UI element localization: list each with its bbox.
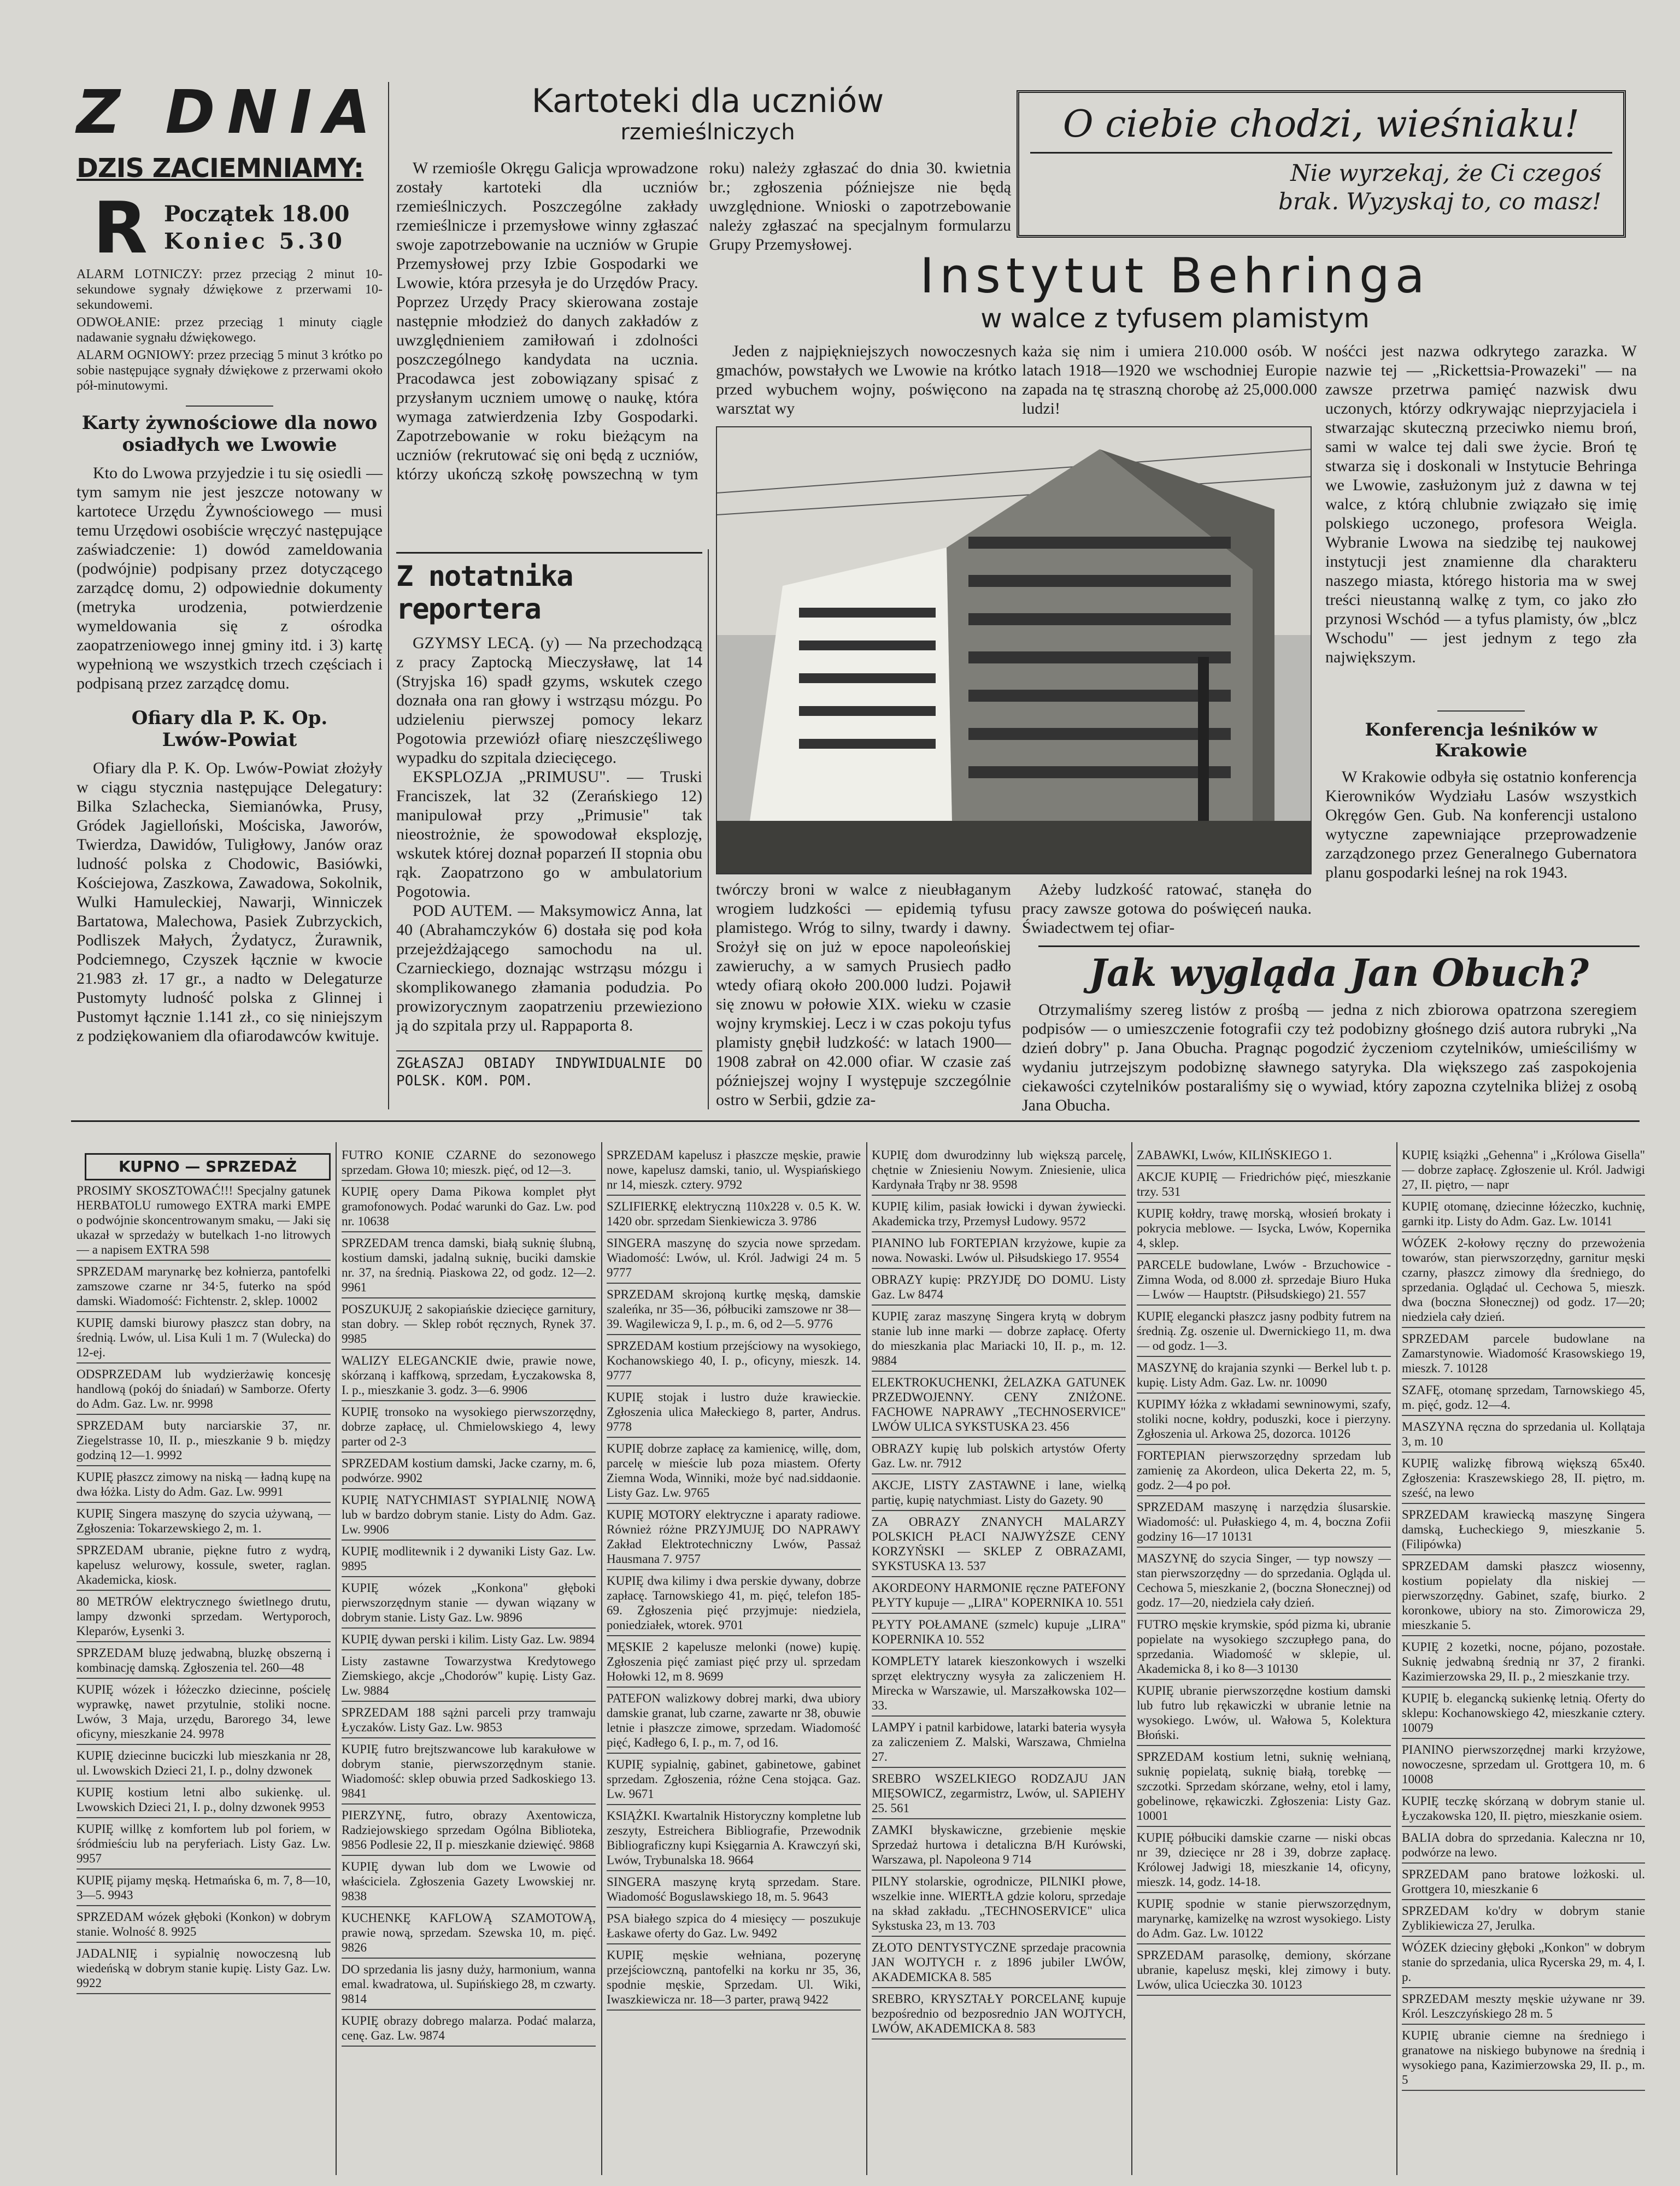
behring-title: Instytut Behringa [920, 248, 1430, 304]
ad-item: KUPIĘ pijamy męską. Hetmańska 6, m. 7, 8—10, 3—5. 9943 [77, 1873, 331, 1906]
ad-item: KUPIĘ dziecinne buciczki lub mieszkania nr 28, ul. Lwowskich Dzieci 21, I. p., dolny dzwonek [77, 1748, 331, 1782]
ad-item: OBRAZY kupię: PRZYJDĘ DO DOMU. Listy Gaz. Lw 8474 [872, 1272, 1126, 1306]
ad-item: KUPIĘ kostium letni albo sukienkę. ul. Lwowskich Dzieci 21, I. p., dolny dzwonek 9953 [77, 1785, 331, 1818]
ad-item: KUPIĘ tronsoko na wysokiego pierwszorzędny, dobrze zapłacę, ul. Chmielowskiego 4, lewy parter od 2-3 [342, 1405, 596, 1453]
ofiary-text: Ofiary dla P. K. Op. Lwów-Powiat złożyły w ciągu stycznia następujące Delegatury: Bilka Szlachecka, Siemianówka, Prusy, Gródek Jagielloński, Mościska, Jaworów, Twierdza, Dawidów, Tuligłowy, Janów oraz ludność polska z Chodowic, Basiówki, Kościejowa, Zaszkowa, Zawadowa, Sokolnik, Wulki Hamuleckiej, Nawarji, Winniczek Bartatowa, Malechowa, Pasiek Zubrzyckich, Podliszek Małych, Żydatycz, Żurawnik, Podciemnego, Czyszek łącznie w kwocie 21.983 zł. 17 gr., a nadto w Delegaturze Pustomyty ludność polska z Glinnej i Pustomyt łącznie 1.141 zł., co się niniejszym z podziękowaniem dla ofiarodawców kwituje. [77, 759, 383, 1045]
ofiary-title: Ofiary dla P. K. Op. Lwów-Powiat [131, 707, 328, 751]
end-time: Koniec 5.30 [164, 228, 345, 254]
ad-item: KUPIĘ Singera maszynę do szycia używaną, — Zgłoszenia: Tokarzewskiego 2, m. 1. [77, 1506, 331, 1539]
ad-item: FUTRO KONIE CZARNE do sezonowego sprzedam. Głowa 10; mieszk. pięć, od 12—3. [342, 1148, 596, 1181]
ad-item: PATEFON walizkowy dobrej marki, dwa ubiory damskie granat, lub czarne, zawarte nr 38, obuwie letnie i płaszcze zimowe, sprzedam. Wiadomość pięć, Kadłego 6, I. p., m. 7, od 16. [607, 1691, 861, 1754]
ad-item: SPRZEDAM trenca damski, białą suknię ślubną, kostium damski, jadalną suknię, buciki damskie nr. 37, na średnią. Piaskowa 22, od godz. 12—2. 9961 [342, 1236, 596, 1298]
ad-item: SPRZEDAM meszty męskie używane nr 39. Król. Leszczyńskiego 28 m. 5 [1402, 1991, 1645, 2025]
ad-item: 80 METRÓW elektrycznego świetlnego drutu, lampy dzwonki sprzedam. Wertyporoch, Kleparów, Łysenki 3. [77, 1594, 331, 1642]
ad-item: PARCELE budowlane, Lwów - Brzuchowice - Zimna Woda, od 8.000 zł. sprzedaje Biuro Huka — Lwów — Hauptstr. (Piłsudskiego) 21. 557 [1137, 1257, 1391, 1306]
ad-item: BALIA dobra do sprzedania. Kaleczna nr 10, podwórze na lewo. [1402, 1830, 1645, 1864]
alarm-cancel: ODWOŁANIE: przez przeciąg 1 minuty ciągle nadawanie sygnału dźwiękowego. [77, 315, 383, 345]
ad-item: FORTEPIAN pierwszorzędny sprzedam lub zamienię za Akordeon, ulica Dekerta 22, m. 5, godz. 2—4 po poł. [1137, 1448, 1391, 1496]
ad-item: FUTRO męskie krymskie, spód pizma ki, ubranie popielate na wysokiego szczupłego pana, do sprzedania. Wiadomość w sklepie, ul. Akademicka 8, i ko 8—3 10130 [1137, 1617, 1391, 1680]
kartoteki-title: Kartoteki dla uczniów [531, 82, 884, 120]
ads-column-3 [607, 1148, 861, 2175]
ad-item: KUPIĘ męskie wełniana, pozerynę przejściowczną, pantofelki na korku nr 35, 36, spodnie męskie, Sprzedam. Ul. Wiki, Iwaszkiewicza nr. 18—3 parter, prawą 9422 [607, 1948, 861, 2011]
ad-item: AKORDEONY HARMONIE ręczne PATEFONY PŁYTY kupuje — „LIRA" KOPERNIKA 10. 551 [872, 1580, 1126, 1614]
behring-bottom-a: twórczy broni w walce z nieubłaganym wrogiem ludzkości — epidemią tyfusu plamistego. Wróg to silny, twardy i dawny. Srożył się on już w epoce napoleońskiej zawieruchy, a w samych Prusiech padło wtedy ofiarą około 200.000 ludzi. Pojawił się znowu w połowie XIX. wieku w czasie wojny krymskiej. Lecz i w czas pokoju tyfus plamisty gnębił ludzkość: w latach 1900—1908 zabrał on 42.000 ofiar. W czasie zaś późniejszej wojny I występuje szczególnie ostro w Serbii, gdzie za- [716, 880, 1011, 1109]
ad-item: AKCJE, LISTY ZASTAWNE i lane, wielką partię, kupię natychmiast. Listy do Gazety. 90 [872, 1478, 1126, 1511]
institute-photo [716, 426, 1312, 874]
ad-item: KUPIĘ b. elegancką sukienkę letnią. Oferty do sklepu: Kochanowskiego 42, mieszkanie cztery. 10079 [1402, 1691, 1645, 1739]
ad-item: POSZUKUJĘ 2 sakopiańskie dziecięce garnitury, stan dobry. — Sklep robót ręcznych, Rynek 37. 9985 [342, 1302, 596, 1350]
ad-item: KUPIĘ dywan perski i kilim. Listy Gaz. Lw. 9894 [342, 1632, 596, 1650]
ad-item: ELEKTROKUCHENKI, ŻELAZKA GATUNEK PRZEDWOJENNY. CENY ZNIŻONE. FACHOWE NAPRAWY „TECHNOSERVICE" LWÓW ULICA SYKSTUSKA 23. 456 [872, 1375, 1126, 1438]
ad-item: SPRZEDAM kostium damski, Jacke czarny, m. 6, podwórze. 9902 [342, 1456, 596, 1489]
ad-item: WALIZY ELEGANCKIE dwie, prawie nowe, skórzaną i kaffkową, sprzedam, Łyczakowska 8, I. p., mieszkanie 3. godz. 3—6. 9906 [342, 1353, 596, 1401]
ad-item: MASZYNĘ do krajania szynki — Berkel lub t. p. kupię. Listy Adm. Gaz. Lw. nr. 10090 [1137, 1360, 1391, 1394]
behring-col-b: każa się nim i umiera 210.000 osób. W latach 1918—1920 we wschodniej Europie zapada na tę straszną chorobę aż 25,000.000 ludzi! [1022, 342, 1317, 418]
ad-item: KUPIĘ ubranie ciemne na średniego i granatowe na niskiego bubynowe na średnią i wysokiego pana, Kazimierzowska 29, II. p., m. 5 [1402, 2028, 1645, 2091]
ad-item: ZŁOTO DENTYSTYCZNE sprzedaje pracownia JAN WOJTYCH r. z 1896 jubiler LWÓW, AKADEMICKA 8. 585 [872, 1940, 1126, 1988]
ad-item: ODSPRZEDAM lub wydzierżawię koncesję handlową (pokój do śniadań) w Samborze. Oferty do Adm. Gaz. Lw. nr. 9998 [77, 1367, 331, 1415]
ad-item: SZLIFIERKĘ elektryczną 110x228 v. 0.5 K. W. 1420 obr. sprzedam Sienkiewicza 3. 9786 [607, 1199, 861, 1232]
ads-column-4 [872, 1148, 1126, 2175]
notatnik-title: Z notatnika reportera [396, 552, 702, 626]
ad-item: SPRZEDAM 188 sążni parceli przy tramwaju Łyczaków. Listy Gaz. Lw. 9853 [342, 1705, 596, 1738]
ad-item: SREBRO WSZELKIEGO RODZAJU JAN MIĘSOWICZ, zegarmistrz, Lwów, ul. SAPIEHY 25. 561 [872, 1771, 1126, 1819]
blackout-times [77, 186, 383, 269]
ad-item: DO sprzedania lis jasny duży, harmonium, wanna emal. kwadratowa, ul. Supińskiego 28, m czwarty. 9814 [342, 1962, 596, 2010]
ad-item: MASZYNA ręczna do sprzedania ul. Kollątaja 3, m. 10 [1402, 1419, 1645, 1453]
behring-col-c: nośćci jest nazwa odkrytego zarazka. W nazwie tej — „Rickettsia-Prowazeki" — na zawsze przetrwa pamięć nazwisk dwu uczonych, którzy odkrywając nieprzyjaciela i stwarzając skuteczną przeciwko niemu broń, sami w walce tej dali swe życie. Broń tę stwarza się i doskonali w Instytucie Behringa we Lwowie, zasłużonym już z dawna w tej walce, z którą chlubnie związało się imię polskiego uczonego, profesora Weigla. Wybranie Lwowa na siedzibę tej naukowej instytucji jest znamienne dla charakteru naszego miasta, którego historia ma w swej treści nieustanną walkę z tym, co jako zło przynosi Wschód — a tyfus plamisty, ów „blcz Wschodu" — jest jednym z tego zła największym. [1325, 342, 1637, 666]
ad-item: KUPIĘ MOTORY elektryczne i aparaty radiowe. Również różne PRZYJMUJĘ DO NAPRAWY Zakład Elektrotechniczny Lwów, Passaż Hausmana 7. 9757 [607, 1507, 861, 1570]
ad-item: SZAFĘ, otomanę sprzedam, Tarnowskiego 45, m. pięć, godz. 12—4. [1402, 1383, 1645, 1416]
ad-item: KUPIĘ teczkę skórzaną w dobrym stanie ul. Łyczakowska 120, II. piętro, mieszkanie osiem. [1402, 1794, 1645, 1827]
alarm-fire: ALARM OGNIOWY: przez przeciąg 5 minut 3 krótko po sobie następujące sygnały dźwiękowe z przerwami około pół-minutowymi. [77, 348, 383, 393]
konferencja-article [1325, 710, 1637, 882]
notatnik-item-1: GZYMSY LECĄ. (y) — Na przechodzącą z pracy Zaptocką Mieczysławę, lat 14 (Stryjska 16) spadł gzyms, wskutek czego doznała ona ran głowy i wstrząsu mózgu. Po udzieleniu pierwszej pomocy lekarz Pogotowia przewiózł ofiarę nieszczęśliwego wypadku do szpitala dziecięcego. [396, 634, 702, 767]
ad-item: SPRZEDAM ko'dry w dobrym stanie Zyblikiewicza 27, Jerulka. [1402, 1903, 1645, 1937]
ad-item: KOMPLETY latarek kieszonkowych i wszelki sprzęt elektryczny wysyła za zaliczeniem H. Mirecka w Warszawie, ul. Marszałkowska 102—33. [872, 1654, 1126, 1717]
ad-item: KUPIĘ zaraz maszynę Singera krytą w dobrym stanie lub inne marki — dobrze zapłacę. Oferty do mieszkania plac Mariacki 10, II. p., m. 12. 9884 [872, 1309, 1126, 1372]
ad-item: SPRZEDAM krawiecką maszynę Singera damską, Łucheckiego 9, mieszkanie 5. (Filipówka) [1402, 1507, 1645, 1555]
ad-item: KUPIĘ otomanę, dziecinne łóżeczko, kuchnię, garnki itp. Listy do Adm. Gaz. Lw. 10141 [1402, 1199, 1645, 1232]
kartoteki-text: W rzemiośle Okręgu Galicja wprowadzone zostały kartoteki dla uczniów rzemieślniczych. Poszczególne zakłady rzemieślnicze i przemysłowe winny zgłaszać swoje zapotrzebowanie na uczniów w Grupie Przemysłowej przy Izbie Gospodarki we Lwowie, która przesyła je do Urzędów Pracy. Poprzez Urzędy Pracy skierowana zostaje następnie młodzież do danych zakładów z uwzględnieniem zamiłowań i zdolności poszczególnego kandydata na ucznia. Pracodawca jest zobowiązany spisać z przysłanym uczniem umowę o naukę, która wymaga zatwierdzenia Izby Gospodarki. Zapotrzebowanie w roku bieżącym na uczniów (rekrutować się oni będą z uczniów, którzy ukończą szkołę powszechną w tym roku) należy zgłaszać do dnia 30. kwietnia br.; zgłoszenia późniejsze nie będą uwzględnione. Wnioski o zapotrzebowanie należy zgłaszać na specjalnym formularzu Grupy Przemysłowej. [396, 159, 1011, 483]
farmer-box-line1: Nie wyrzekaj, że Ci czegoś [1290, 160, 1601, 186]
ad-item: OBRAZY kupię lub polskich artystów Oferty Gaz. Lw. nr. 7912 [872, 1441, 1126, 1474]
obiady-notice: ZGŁASZAJ OBIADY INDYWIDUALNIE DO POLSK. KOM. POM. [396, 1055, 702, 1089]
ad-item: SPRZEDAM skrojoną kurtkę męską, damskie szaleńka, nr 35—36, półbuciki zamszowe nr 38—39. Wagilewicza 9, I. p., m. 6, od 2—5. 9776 [607, 1287, 861, 1335]
ad-item: SPRZEDAM parasolkę, demiony, skórzane ubranie, kapelusz męski, klej zimowy i buty. Lwów, ulica Ucieczka 30. 10123 [1137, 1948, 1391, 1996]
notatnik-item-2: EKSPLOZJA „PRIMUSU". — Truski Franciszek, lat 32 (Zerańskiego 12) manipulował przy „Primusie" tak nieostrożnie, że spowodował eksplozję, wskutek której doznał poparzeń II stopnia obu rąk. Zaopatrzono go w ambulatorium Pogotowia. [396, 768, 702, 901]
ad-item: KUPIĘ ubranie pierwszorzędne kostium damski lub futro lub rękawiczki w ubranie letnie na wysokiego. Lwów, ul. Wałowa 5, Kolektura Błoński. [1137, 1683, 1391, 1746]
ad-item: PŁYTY POŁAMANE (szmelc) kupuje „LIRA" KOPERNIKA 10. 552 [872, 1617, 1126, 1650]
ad-item: KUPIĘ modlitewnik i 2 dywaniki Listy Gaz. Lw. 9895 [342, 1544, 596, 1577]
ad-item: PIANINO lub FORTEPIAN krzyżowe, kupie za nowa. Nowaski. Lwów ul. Piłsudskiego 17. 9554 [872, 1236, 1126, 1269]
ad-item: KUPIĘ dom dwurodzinny lub większą parcelę, chętnie w Zniesieniu Nowym. Zniesienie, ulica Kardynała Trąby nr 38. 9598 [872, 1148, 1126, 1196]
ad-item: KUPIĘ półbuciki damskie czarne — niski obcas nr 39, dziecięce nr 28 i 39, dobrze zapłacę. Królowej Jadwigi 18, mieszkanie 14, oficyny, mieszk. 14, godz. 14-18. [1137, 1830, 1391, 1893]
ad-item: SPRZEDAM pano bratowe lożkoski. ul. Grottgera 10, mieszkanie 6 [1402, 1867, 1645, 1900]
start-time: Początek 18.00 [164, 201, 350, 227]
blackout-title: DZIS ZACIEMNIAMY: [77, 153, 364, 184]
ad-item: SPRZEDAM kapelusz i płaszcze męskie, prawie nowe, kapelusz damski, tanio, ul. Wyspiańskiego nr 14, mieszk. cztery. 9792 [607, 1148, 861, 1196]
ad-item: SPRZEDAM maszynę i narzędzia ślusarskie. Wiadomość: ul. Pułaskiego 4, m. 4, boczna Zofii godziny 16—17 10131 [1137, 1500, 1391, 1548]
ad-item: KUPIĘ kołdry, trawę morską, włosień brokaty i pokrycia meblowe. — Isycka, Lwów, Kopernika 4, sklep. [1137, 1206, 1391, 1254]
ad-item: KUPIĘ dwa kilimy i dwa perskie dywany, dobrze zapłacę. Tarnowskiego 41, m. pięć, telefon 185-69. Zgłoszenia pięć przyjmuje: niedziela, poniedziałek, wtorek. 9701 [607, 1573, 861, 1636]
ad-item: Listy zastawne Towarzystwa Kredytowego Ziemskiego, akcje „Chodorów" kupię. Listy Gaz. Lw. 9884 [342, 1654, 596, 1702]
notatnik-item-3: POD AUTEM. — Maksymowicz Anna, lat 40 (Abrahamczyków 6) dostała się pod koła przejeżdżającego samochodu na ul. Czarnieckiego, doznając wstrząsu mózgu i skomplikowanego złamania podudzia. Po prowizorycznym zaopatrzeniu przewieziono ją do szpitala przy ul. Rappaporta 8. [396, 902, 702, 1035]
ad-item: SPRZEDAM parcele budowlane na Zamarstynowie. Wiadomość Krasowskiego 19, mieszk. 7. 10128 [1402, 1331, 1645, 1379]
ad-item: KUPIĘ kilim, pasiak łowicki i dywan żywiecki. Akademicka trzy, Przemysł Ludowy. 9572 [872, 1199, 1126, 1232]
ad-item: PROSIMY SKOSZTOWAĆ!!! Specjalny gatunek HERBATOLU rumowego EXTRA marki EMPE o podwójnie skoncentrowanym smaku, — Jaki się ukazał w sprzedaży w butelkach 1-no litrowych — a napisem EXTRA 598 [77, 1183, 331, 1261]
ad-item: KSIĄŻKI. Kwartalnik Historyczny kompletne lub zeszyty, Estreichera Bibliografie, Przewodnik Bibliograficzny kupi Księgarnia A. Krawczyń ski, Lwów, Trybunalska 18. 9664 [607, 1808, 861, 1871]
ad-item: ZAMKI błyskawiczne, grzebienie męskie Sprzedaż hurtowa i detaliczna B/H Kurówski, Warszawa, pl. Napoleona 9 714 [872, 1823, 1126, 1871]
alarm-air: ALARM LOTNICZY: przez przeciąg 2 minut 10-sekundowe sygnały dźwiękowe z przerwami 10-sekundowemi. [77, 267, 383, 312]
farmer-box [1017, 90, 1626, 238]
karty-title: Karty żywnościowe dla nowo osiadłych we Lwowie [81, 412, 378, 456]
ad-item: WÓZEK 2-kołowy ręczny do przewożenia towarów, stan pierwszorzędny, garnitur męski czarny, płaszcz zimowy dla średniego, do sprzedania. Oglądać ul. Cechowa 5, mieszk. dwa (boczna Słonecznej) od godz. 17—20; niedziela cały dzień. [1402, 1236, 1645, 1328]
farmer-box-title: O ciebie chodzi, wieśniaku! [1030, 97, 1612, 154]
ad-item: KUPIĘ płaszcz zimowy na niską — ładną kupę na dwa łóżka. Listy do Adm. Gaz. Lw. 9991 [77, 1470, 331, 1503]
ad-item: KUPIĘ willkę z komfortem lub pol foriem, w śródmieściu lub na peryferiach. Listy Gaz. Lw. 9957 [77, 1821, 331, 1870]
ads-column-5 [1137, 1148, 1391, 2175]
ad-item: AKCJE KUPIĘ — Friedrichów pięć, mieszkanie trzy. 531 [1137, 1170, 1391, 1203]
masthead-z-dnia: Z DNIA [77, 77, 383, 147]
ad-item: KUPIĘ stojak i lustro duże krawieckie. Zgłoszenia ulica Małeckiego 8, parter, Andrus. 9778 [607, 1390, 861, 1438]
ad-item: WÓZEK dzieciny głęboki „Konkon" w dobrym stanie do sprzedania, ulica Rycerska 29, m. 4, I. p. [1402, 1940, 1645, 1988]
karty-text: Kto do Lwowa przyjedzie i tu się osiedli — tym samym nie jest jeszcze notowany w kartotece Urzędu Żywnościowego — musi temu Urzędowi osobiście wręczyć następujące zaświadczenie: 1) dowód zameldowania (podwójnie) podpisany przez dotyczącego zarządcę domu, 2) odpowiednie dokumenty (metryka urodzenia, potwierdzenie wymeldowania się z ośrodka zaopatrzeniowego innej gminy itd. i 3) kartę wypełnioną we wszystkich trzech częściach i podpisaną przez zarządcę domu. [77, 464, 383, 692]
ad-item: ZA OBRAZY ZNANYCH MALARZY POLSKICH PŁACI NAJWYŻSZE CENY KORZYŃSKI — SKLEP Z OBRAZAMI, SYKSTUSKA 13. 537 [872, 1514, 1126, 1577]
ad-item: SPRZEDAM kostium przejściowy na wysokiego, Kochanowskiego 40, I. p., oficyny, mieszk. 14. 9777 [607, 1338, 861, 1386]
ad-item: KUPIĘ spodnie w stanie pierwszorzędnym, marynarkę, kamizelkę na wzrost wysokiego. Listy do Adm. Gaz. Lw. 10122 [1137, 1896, 1391, 1944]
blackout-letter: R [92, 186, 148, 269]
ad-item: MĘSKIE 2 kapelusze melonki (nowe) kupię. Zgłoszenia pięć zamiast pięć przy ul. sprzedam Hołowki 12, m 8. 9699 [607, 1640, 861, 1688]
obuch-title: Jak wygląda Jan Obuch? [1038, 945, 1640, 995]
ad-item: ZABAWKI, Lwów, KILIŃSKIEGO 1. [1137, 1148, 1391, 1166]
ad-item: KUPIĘ sypialnię, gabinet, gabinetowe, gabinet sprzedam. Zgłoszenia, różne Cena stojąca. Gaz. Lw. 9671 [607, 1757, 861, 1805]
ad-item: KUPIĘ opery Dama Pikowa komplet płyt gramofonowych. Podać warunki do Gaz. Lw. pod nr. 10638 [342, 1184, 596, 1232]
ad-item: PSA białego szpica do 4 miesięcy — poszukuje Łaskawe oferty do Gaz. Lw. 9492 [607, 1911, 861, 1944]
ad-item: SPRZEDAM marynarkę bez kołnierza, pantofelki zamszowe czarne nr 34·5, futerko na spód damski. Wiadomość: Fichtenstr. 2, sklep. 10002 [77, 1264, 331, 1312]
ad-item: MASZYNĘ do szycia Singer, — typ nowszy — stan pierwszorzędny — do sprzedania. Ogląda ul. Cechowa 5, mieszkanie 2, (boczna Słonecznej) od godz. 17—20, niedziela cały dzień. [1137, 1551, 1391, 1614]
ad-item: KUPIĘ wózek „Konkona" głęboki pierwszorzędnym stanie — dywan wiązany w dobrym stanie. Listy Gaz. Lw. 9896 [342, 1580, 596, 1629]
kartoteki-subtitle: rzemieślniczych [620, 120, 795, 145]
ad-item: SINGERA maszynę do szycia nowe sprzedam. Wiadomość: Lwów, ul. Król. Jadwigi 24 m. 5 9777 [607, 1236, 861, 1284]
behring-intro: Jeden z najpiękniejszych nowoczesnych gmachów, powstałych we Lwowie na krótko przed wybuchem wojny, poświęcono na warsztat wy [716, 342, 1017, 418]
ad-item: JADALNIĘ i sypialnię nowoczesną lub wiedeńską w dobrym stanie kupię. Listy Gaz. Lw. 9922 [77, 1946, 331, 1994]
ad-item: KUCHENKĘ KAFLOWĄ SZAMOTOWĄ, prawie nową, sprzedam. Szewska 10, m. pięć. 9826 [342, 1911, 596, 1959]
ad-item: SINGERA maszynę krytą sprzedam. Stare. Wiadomość Boguslawskiego 18, m. 5. 9643 [607, 1874, 861, 1908]
ad-item: SPRZEDAM kostium letni, suknię wełnianą, suknię popielatą, suknię białą, torebkę — szczotki. Sprzedam skórzane, wełny, etol i lamy, gobelinowe, rękawiczki. Zgłoszenia: Listy Gaz. 10001 [1137, 1749, 1391, 1827]
ad-item: PIANINO pierwszorzędnej marki krzyżowe, nowoczesne, sprzedam ul. Grottgera 10, m. 6 10008 [1402, 1742, 1645, 1790]
ad-item: KUPIĘ damski biurowy płaszcz stan dobry, na średnią. Lwów, ul. Lisa Kuli 1 m. 7 (Wulecka) do 12-ej. [77, 1315, 331, 1364]
ad-item: KUPIĘ elegancki płaszcz jasny podbity futrem na średnią. Zg. oszenie ul. Dwernickiego 11, m. dwa — od godz. 1—3. [1137, 1309, 1391, 1357]
ad-item: SREBRO, KRYSZTAŁY PORCELANĘ kupuje bezpośrednio od bezposrednio JAN WOJTYCH, LWÓW, AKADEMICKA 8. 583 [872, 1991, 1126, 2040]
alarm-list [77, 267, 383, 393]
ad-item: KUPIĘ obrazy dobrego malarza. Podać malarza, cenę. Gaz. Lw. 9874 [342, 2013, 596, 2047]
ads-header: KUPNO — SPRZEDAŻ [85, 1153, 331, 1180]
konferencja-title: Konferencja leśników w Krakowie [1365, 719, 1597, 761]
ad-item: SPRZEDAM wózek głęboki (Konkon) w dobrym stanie. Wolność 8. 9925 [77, 1909, 331, 1943]
ad-item: KUPIĘ walizkę fibrową większą 65x40. Zgłoszenia: Kraszewskiego 28, II. piętro, m. sześć, na lewo [1402, 1456, 1645, 1504]
ad-item: KUPIĘ futro brejtszwancowe lub karakułowe w dobrym stanie, pierwszorzędnym stanie. Wiadomość: sklep obuwia przed Sadkoskiego 13. 9841 [342, 1742, 596, 1805]
ads-column-2 [342, 1148, 596, 2175]
behring-bottom-b: Ażeby ludzkość ratować, stanęła do pracy zawsze gotowa do poświęceń nauka. Świadectwem tej ofiar- [1022, 880, 1312, 937]
ad-item: PILNY stolarskie, ogrodnicze, PILNIKI płowe, wszelkie inne. WIERTŁA gdzie koloru, sprzedaje na skład zakładu. „TECHNOSERVICE" ulica Sykstuska 23, m 13. 703 [872, 1874, 1126, 1937]
building-image [717, 427, 1312, 874]
ad-item: PIERZYNĘ, futro, obrazy Axentowicza, Radziejowskiego sprzedam Ogólna Biblioteka, 9856 Podlesie 22, II p. mieszkanie dziewięć. 9868 [342, 1808, 596, 1856]
behring-subtitle: w walce z tyfusem plamistym [980, 303, 1370, 334]
ad-item: SPRZEDAM bluzę jedwabną, bluzkę obszerną i kombinację damską. Zgłoszenia tel. 260—48 [77, 1646, 331, 1679]
ad-item: KUPIĘ wózek i łóżeczko dziecinne, pościelę wyprawkę, nawet przytulnie, stoliki nocne. Lwów, 3 Maja, urzędu, Barorego 34, lewe oficyny, mieszkanie 24. 9978 [77, 1682, 331, 1745]
ads-column-1 [77, 1183, 331, 2175]
obuch-text: Otrzymaliśmy szereg listów z prośbą — jedna z nich zbiorowa opatrzona szeregiem podpisów — o umieszczenie fotografii czy też podobizny głośnego dziś autora rubryki „Na dzień dobry" p. Jana Obucha. Pragnąc pogodzić życzeniom czytelników, umieściliśmy w wydaniu jutrzejszym podobiznę sławnego satyryka. Dla większego zaś zaspokojenia ciekawości czytelników postaraliśmy się o wywiad, który zapozna czytelnika bliżej z osobą Jana Obucha. [1022, 1001, 1637, 1114]
ad-item: KUPIĘ dobrze zapłacę za kamienicę, willę, dom, parcelę w mieście lub poza miastem. Oferty Ziemna Woda, Winniki, może być nad.siddaonie. Listy Gaz. Lw. 9765 [607, 1441, 861, 1504]
ad-item: KUPIĘ książki „Gehenna" i „Królowa Gisella" — dobrze zapłacę. Zgłoszenie ul. Król. Jadwigi 27, II. piętro, — napr [1402, 1148, 1645, 1196]
ad-item: SPRZEDAM damski płaszcz wiosenny, kostium popielaty dla niskiej — pierwszorzędny. Gabinet, szafę, biurko. 2 koronkowe, ubiory na sto. Zimorowicza 29, mieszkanie 5. [1402, 1559, 1645, 1636]
ad-item: KUPIMY łóżka z wkładami sewninowymi, szafy, stoliki nocne, kołdry, poduszki, koce i pierzyny. Zgłoszenia ul. Arkowa 25, dozorca. 10126 [1137, 1397, 1391, 1445]
ad-item: KUPIĘ NATYCHMIAST SYPIALNIĘ NOWĄ lub w bardzo dobrym stanie. Listy do Adm. Gaz. Lw. 9906 [342, 1492, 596, 1541]
ad-item: SPRZEDAM ubranie, piękne futro z wydrą, kapelusz welurowy, kossule, sweter, raglan. Akademicka, kiosk. [77, 1543, 331, 1591]
farmer-box-line2: brak. Wyzyskaj to, co masz! [1278, 188, 1601, 215]
column-z-dnia [77, 77, 383, 1109]
ad-item: KUPIĘ 2 kozetki, nocne, pójano, pozostałe. Suknię jedwabną średnią nr 37, 2 firanki. Kazimierzowska 29, II. p., 2 mieszkanie trzy. [1402, 1640, 1645, 1688]
ad-item: LAMPY i patnil karbidowe, latarki bateria wysyła za zaliczeniem Z. Malski, Warszawa, Chmielna 27. [872, 1720, 1126, 1768]
ad-item: KUPIĘ dywan lub dom we Lwowie od właściciela. Zgłoszenia Gazety Lwowskiej nr. 9838 [342, 1859, 596, 1907]
ads-column-6 [1402, 1148, 1645, 2175]
konferencja-text: W Krakowie odbyła się ostatnio konferencja Kierowników Wydziału Lasów wszystkich Okręgów Gen. Gub. Na konferencji ustalono wytyczne zapewniające przeprowadzenie zarządzonego przez Generalnego Gubernatora planu gospodarki leśnej na rok 1943. [1325, 768, 1637, 882]
ad-item: SPRZEDAM buty narciarskie 37, nr. Ziegelstrasse 10, II. p., mieszkanie 9 b. między godziną 12—1. 9992 [77, 1418, 331, 1466]
